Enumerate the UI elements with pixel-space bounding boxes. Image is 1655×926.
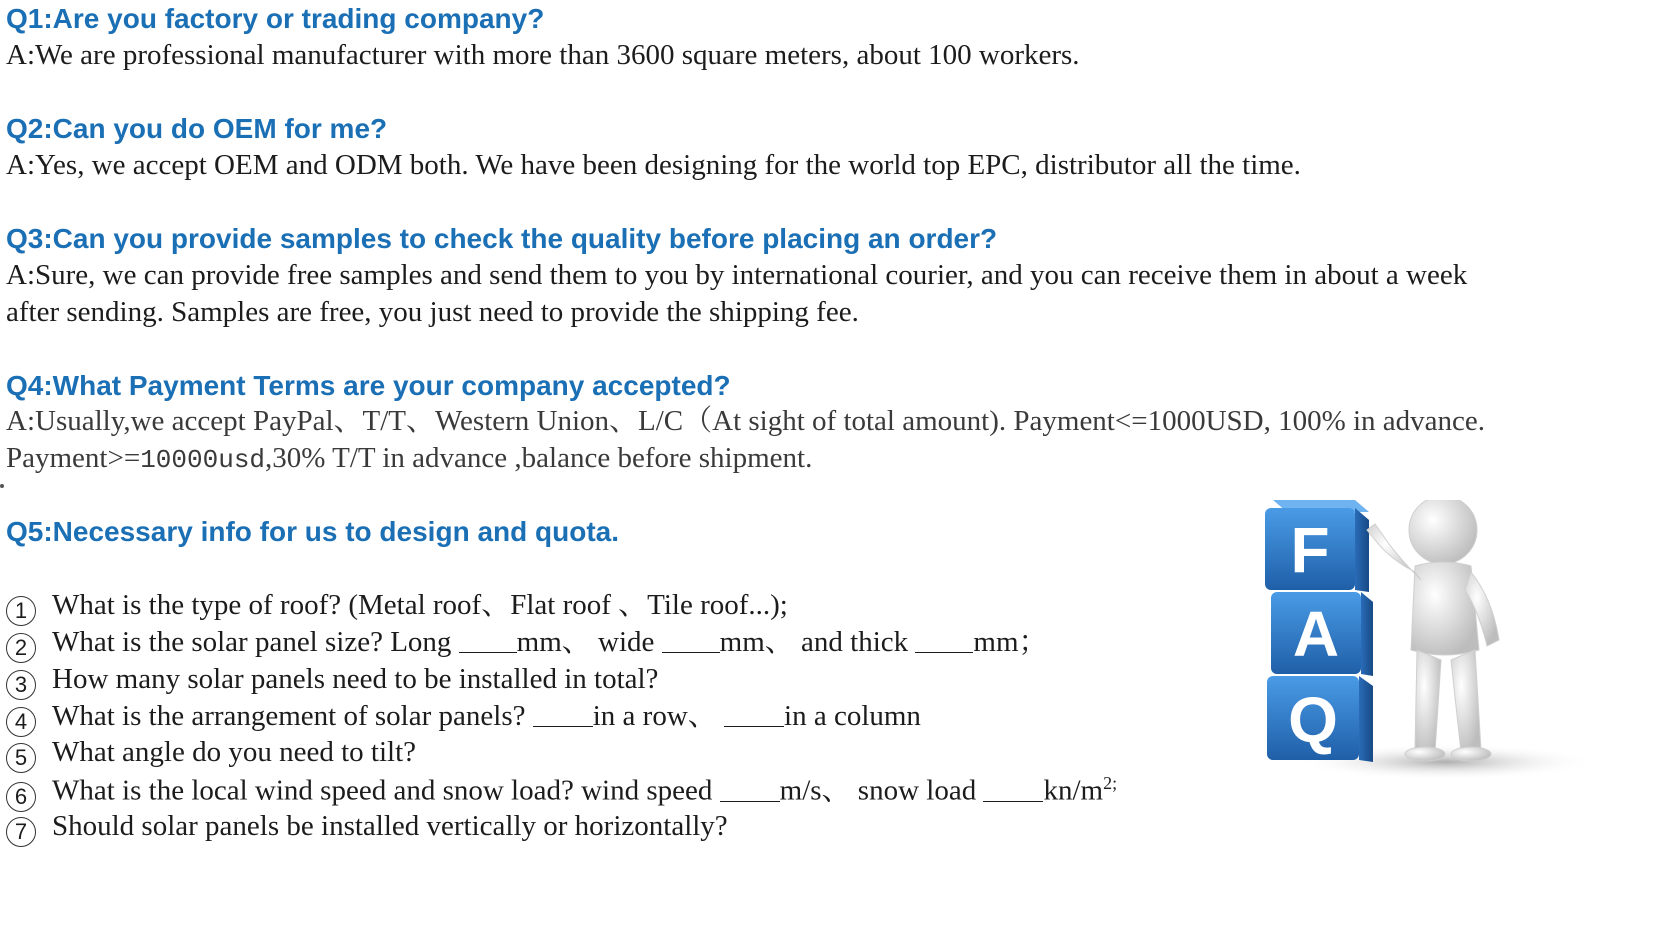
q5-item-4-text-c: in a column	[784, 700, 921, 732]
letter-f: F	[1290, 514, 1330, 586]
q1-answer: A:We are professional manufacturer with more than 3600 square meters, about 100 workers.	[6, 39, 1080, 71]
circled-number-3: 3	[6, 670, 36, 700]
q5-item-6-text-c: kn/m	[1043, 774, 1104, 807]
row-blank	[533, 725, 593, 727]
cube-f	[1265, 500, 1369, 592]
q5-question: Q5:Necessary info for us to design and quota.	[6, 516, 619, 547]
q5-item-2	[6, 628, 1048, 663]
q5-item-6-superscript: 2;	[1103, 773, 1118, 793]
q4-question: Q4:What Payment Terms are your company accepted?	[6, 370, 731, 401]
white-figure	[1367, 500, 1499, 761]
snow-load-blank	[983, 800, 1043, 802]
q5-item-2-text-a: What is the solar panel size? Long	[52, 626, 459, 658]
q2-question: Q2:Can you do OEM for me?	[6, 113, 388, 144]
q5-item-2-text-d: mm；	[973, 626, 1048, 658]
q5-item-6-text-a: What is the local wind speed and snow load? wind speed	[52, 774, 720, 807]
q5-item-5-text: What angle do you need to tilt?	[52, 736, 417, 768]
q3-question: Q3:Can you provide samples to check the quality before placing an order?	[6, 223, 998, 254]
cube-q	[1267, 676, 1373, 762]
q5-item-2-text-c: mm、 and thick	[719, 626, 916, 658]
q5-item-3	[6, 665, 658, 700]
column-blank	[724, 725, 784, 727]
long-blank	[459, 651, 517, 653]
q1-question: Q1:Are you factory or trading company?	[6, 3, 545, 34]
q5-item-7	[6, 812, 728, 847]
q5-item-4-text-b: in a row、	[592, 700, 725, 732]
q5-item-6-text-b: m/s、 snow load	[779, 774, 984, 807]
q5-item-7-text: Should solar panels be installed vertically or horizontally?	[52, 810, 728, 842]
q5-item-4-text-a: What is the arrangement of solar panels?	[52, 700, 533, 732]
circled-number-4: 4	[6, 707, 36, 737]
q5-item-1-text: What is the type of roof? (Metal roof、Flat roof 、Tile roof...);	[52, 589, 788, 621]
wide-blank	[662, 651, 720, 653]
q5-item-3-text: How many solar panels need to be installed in total?	[52, 663, 659, 695]
q5-item-2-text-b: mm、 wide	[516, 626, 662, 658]
circled-number-7: 7	[6, 817, 36, 847]
circled-number-6: 6	[6, 782, 36, 812]
thick-blank	[915, 651, 973, 653]
letter-q: Q	[1288, 684, 1338, 756]
q3-answer-line-2: after sending. Samples are free, you just need to provide the shipping fee.	[6, 296, 859, 328]
q4-answer-line-2	[6, 444, 812, 473]
letter-a: A	[1292, 598, 1340, 670]
circled-number-5: 5	[6, 743, 36, 773]
q5-item-6	[6, 774, 1117, 812]
q5-item-1	[6, 591, 788, 626]
q2-answer: A:Yes, we accept OEM and ODM both. We have been designing for the world top EPC, distributor all the time.	[6, 149, 1301, 181]
q5-item-5	[6, 738, 416, 773]
circled-number-2: 2	[6, 633, 36, 663]
circled-number-1: 1	[6, 596, 36, 626]
q4-answer-line-2-c: ,30% T/T in advance ,balance before shipment.	[265, 442, 813, 474]
q3-answer-line-1: A:Sure, we can provide free samples and send them to you by international courier, and you can receive them in about a week	[6, 259, 1468, 291]
wind-speed-blank	[720, 800, 780, 802]
q4-answer-line-2-a: Payment>=	[6, 442, 141, 474]
faq-figure-illustration	[1265, 500, 1585, 800]
cube-a	[1271, 592, 1373, 676]
bullet-dot	[0, 484, 4, 488]
q4-answer-line-2-b: 10000usd	[140, 445, 266, 475]
q5-item-4	[6, 702, 921, 737]
q4-answer-line-1: A:Usually,we accept PayPal、T/T、Western Union、L/C（At sight of total amount). Payment<=1000USD, 100% in advance.	[6, 405, 1486, 437]
